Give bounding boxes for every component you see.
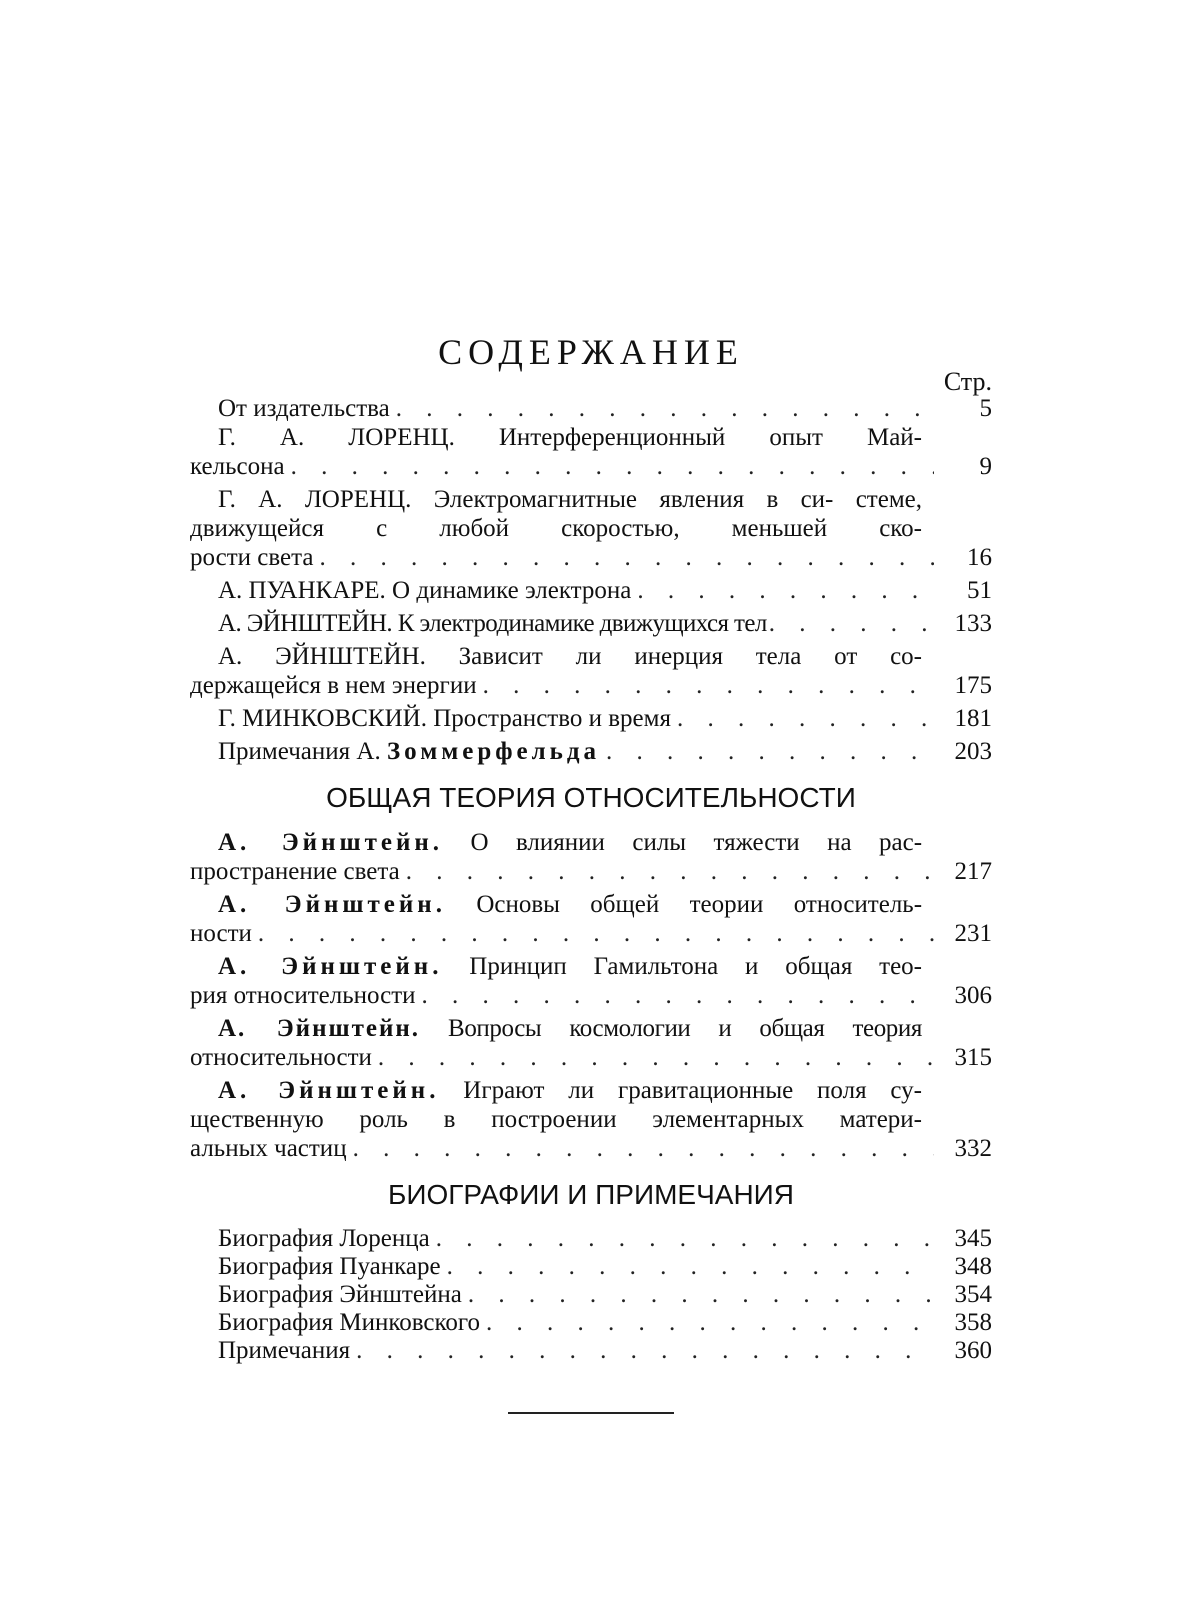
entry-title: А. ЭЙНШТЕЙН. Зависит ли инерция тела от со- <box>190 642 992 671</box>
dot-leader <box>291 452 934 481</box>
dot-leader <box>436 1225 934 1253</box>
entry-page: 231 <box>940 919 992 948</box>
toc-entry[interactable] <box>190 485 992 572</box>
toc-entry[interactable] <box>190 1337 992 1365</box>
toc-entry[interactable] <box>190 1014 992 1072</box>
entry-title: Биография Минковского <box>218 1309 480 1337</box>
toc-entry[interactable] <box>190 952 992 1010</box>
entry-author: А. Эйнштейн. <box>218 1015 420 1042</box>
entry-title-continued: относительности <box>190 1043 372 1072</box>
entry-page: 51 <box>940 576 992 605</box>
entry-author: А. Эйнштейн. <box>218 953 442 980</box>
dot-leader <box>353 1134 934 1163</box>
entry-title: Г. А. ЛОРЕНЦ. Интерференционный опыт Май- <box>190 423 992 452</box>
dot-leader <box>447 1253 934 1281</box>
entry-title: А. ПУАНКАРЕ. О динамике электрона <box>218 576 631 605</box>
table-of-contents <box>190 330 992 1365</box>
entry-title: А. ЭЙНШТЕЙН. К электродинамике движущихся тел <box>218 609 767 638</box>
dot-leader <box>319 543 934 572</box>
entry-title: Вопросы космологии и общая теория <box>448 1015 922 1042</box>
entry-page: 306 <box>940 981 992 1010</box>
dot-leader <box>769 609 938 638</box>
entry-title: Основы общей теории относитель- <box>476 891 922 918</box>
entry-page: 181 <box>940 704 992 733</box>
entry-title: Биография Эйнштейна <box>218 1281 462 1309</box>
dot-leader <box>637 576 934 605</box>
entry-author: А. Эйнштейн. <box>218 1077 439 1104</box>
entry-title-continued: держащейся в нем энергии <box>190 671 477 700</box>
entry-title: Биография Лоренца <box>218 1225 430 1253</box>
toc-entry[interactable] <box>190 576 992 605</box>
entry-title: О влиянии силы тяжести на рас- <box>470 829 922 856</box>
entry-title-continued: рости света <box>190 543 313 572</box>
entry-title: Г. А. ЛОРЕНЦ. Электромагнитные явления в си- стеме, движущейся с любой скоростью, меньшей ско- <box>190 485 992 543</box>
toc-entry[interactable] <box>190 1076 992 1163</box>
toc-entry[interactable] <box>190 642 992 700</box>
entry-page: 345 <box>940 1225 992 1253</box>
dot-leader <box>422 981 934 1010</box>
entry-author: А. Эйнштейн. <box>218 829 443 856</box>
dot-leader <box>468 1281 934 1309</box>
entry-title-continued: рия относительности <box>190 981 416 1010</box>
contents-title: СОДЕРЖАНИЕ <box>190 330 992 374</box>
dot-leader <box>378 1043 934 1072</box>
entry-title-continued: кельсона <box>190 452 285 481</box>
entry-title-continued: альных частиц <box>190 1134 347 1163</box>
toc-entry[interactable] <box>190 423 992 481</box>
entry-page: 175 <box>940 671 992 700</box>
page-column-label: Стр. <box>190 370 992 394</box>
entry-page: 332 <box>940 1134 992 1163</box>
biographies-list <box>190 1225 992 1365</box>
entry-page: 354 <box>940 1281 992 1309</box>
dot-leader <box>483 671 934 700</box>
toc-entry[interactable] <box>190 1225 992 1253</box>
toc-entry[interactable] <box>190 1253 992 1281</box>
dot-leader <box>677 704 934 733</box>
entry-title: Примечания А. <box>218 738 381 765</box>
toc-entry[interactable] <box>190 737 992 766</box>
toc-entry[interactable] <box>190 890 992 948</box>
toc-entry[interactable] <box>190 394 992 423</box>
entry-title: От издательства <box>218 394 390 423</box>
dot-leader <box>606 737 934 766</box>
entry-page: 16 <box>940 543 992 572</box>
entry-page: 217 <box>940 857 992 886</box>
entry-title-continued: пространение света <box>190 857 400 886</box>
entry-page: 9 <box>940 452 992 481</box>
entry-author: А. Эйнштейн. <box>218 891 446 918</box>
entry-title: Биография Пуанкаре <box>218 1253 441 1281</box>
toc-entry[interactable] <box>190 828 992 886</box>
entry-title: Г. МИНКОВСКИЙ. Пространство и время <box>218 704 671 733</box>
dot-leader <box>406 857 934 886</box>
end-divider <box>508 1412 674 1414</box>
entry-page: 360 <box>940 1337 992 1365</box>
dot-leader <box>258 919 934 948</box>
entry-page: 315 <box>940 1043 992 1072</box>
toc-entry[interactable] <box>190 1281 992 1309</box>
entry-page: 133 <box>940 609 992 638</box>
entry-title: Играют ли гравитационные поля су- щественную роль в построении элементарных матери- <box>190 1077 922 1133</box>
entry-author-spaced: Зоммерфельда <box>387 738 600 765</box>
dot-leader <box>396 394 934 423</box>
toc-entry[interactable] <box>190 1309 992 1337</box>
entry-page: 5 <box>940 394 992 423</box>
entry-title: Примечания <box>218 1337 350 1365</box>
toc-entry[interactable] <box>190 704 992 733</box>
dot-leader <box>356 1337 934 1365</box>
section-heading-general-relativity: ОБЩАЯ ТЕОРИЯ ОТНОСИТЕЛЬНОСТИ <box>190 780 992 816</box>
dot-leader <box>486 1309 934 1337</box>
entry-title: Принцип Гамильтона и общая тео- <box>469 953 922 980</box>
entry-page: 203 <box>940 737 992 766</box>
entry-page: 358 <box>940 1309 992 1337</box>
entry-title-continued: ности <box>190 919 252 948</box>
section-heading-biographies: БИОГРАФИИ И ПРИМЕЧАНИЯ <box>190 1177 992 1213</box>
entry-page: 348 <box>940 1253 992 1281</box>
toc-entry[interactable] <box>190 609 992 638</box>
